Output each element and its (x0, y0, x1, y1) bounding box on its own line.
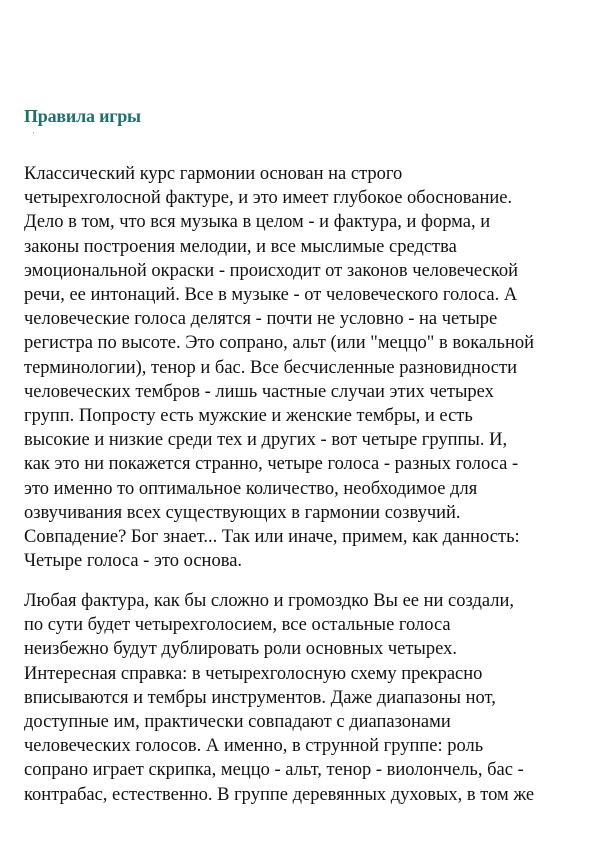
bullet-marker: · (32, 129, 35, 138)
text-line: как это ни покажется странно, четыре голоса - разных голоса - (24, 454, 519, 475)
text-line: это именно то оптимальное количество, необходимое для (24, 478, 478, 499)
text-line: эмоциональной окраски - происходит от законов человеческой (24, 260, 518, 281)
paragraph-1 (24, 162, 584, 573)
text-line: человеческих голосов. А именно, в струнной группе: роль (24, 736, 484, 757)
text-line: высокие и низкие среди тех и других - вот четыре группы. И, (24, 430, 508, 451)
text-line: Совпадение? Бог знает... Так или иначе, примем, как данность: (24, 527, 520, 548)
text-line: озвучивания всех существующих в гармонии созвучий. (24, 502, 461, 523)
text-line: по сути будет четырехголосием, все остальные голоса (24, 615, 451, 636)
text-line: законы построения мелодии, и все мыслимые средства (24, 236, 457, 257)
text-line: доступные им, практически совпадают с диапазонами (24, 712, 451, 733)
text-line: контрабас, естественно. В группе деревянных духовых, в том же (24, 784, 535, 805)
text-line: сопрано играет скрипка, меццо - альт, тенор - виолончель, бас - (24, 760, 524, 781)
section-heading: Правила игры (24, 106, 141, 126)
text-line: групп. Попросту есть мужские и женские тембры, и есть (24, 406, 473, 427)
text-line: Четыре голоса - это основа. (24, 551, 243, 572)
text-line: Любая фактура, как бы сложно и громоздко Вы ее ни создали, (24, 591, 515, 611)
text-line: четырехголосной фактуре, и это имеет глубокое обоснование. (24, 188, 513, 209)
text-line: регистра по высоте. Это сопрано, альт (или "меццо" в вокальной (24, 333, 534, 354)
paragraph-2 (24, 589, 584, 807)
text-line: Дело в том, что вся музыка в целом - и фактура, и форма, и (24, 212, 491, 233)
text-line: неизбежно будут дублировать роли основных четырех. (24, 639, 457, 660)
text-line: Интересная справка: в четырехголосную схему прекрасно (24, 663, 483, 684)
text-line: человеческие голоса делятся - почти не условно - на четыре (24, 309, 498, 330)
text-line: человеческих тембров - лишь частные случаи этих четырех (24, 381, 494, 402)
text-line: речи, ее интонаций. Все в музыке - от человеческого голоса. А (24, 285, 518, 306)
text-line: вписываются и тембры инструментов. Даже диапазоны нот, (24, 687, 496, 708)
text-line: Классический курс гармонии основан на строго (24, 164, 403, 184)
text-line: терминологии), тенор и бас. Все бесчисленные разновидности (24, 357, 517, 378)
